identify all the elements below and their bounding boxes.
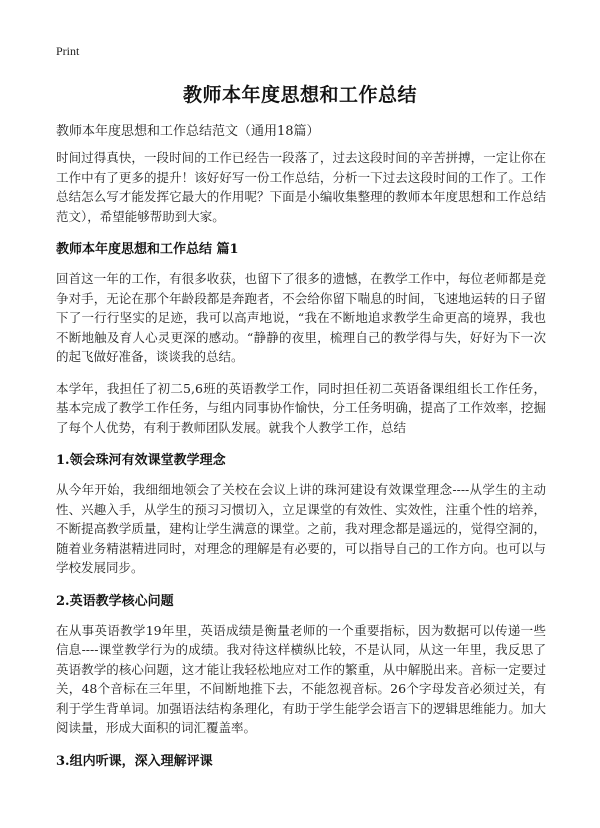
paragraph-review: 回首这一年的工作，有很多收获，也留下了很多的遗憾，在教学工作中，每位老师都是竞争对手，无论在那个年龄段都是奔跑者，不会给你留下喘息的时间，飞速地运转的日子留下了一行行坚实的足迹，我可以高声地说，“我在不断地追求教学生命更高的境界，我也不断地触及育人心灵更深的感动。“静静的夜里，梳理自己的教学得与失，好好为下一次的起飞做好准备，谈谈我的总结。	[56, 271, 546, 364]
print-link[interactable]: Print	[56, 44, 80, 58]
paragraph-duties: 本学年，我担任了初二5,6班的英语教学工作，同时担任初二英语备课组组长工作任务，基本完成了教学工作任务，与组内同事协作愉快，分工任务明确，提高了工作效率，挖掘了每个人优势，有利于教师团队发展。就我个人教学工作，总结	[56, 380, 546, 435]
intro-paragraph: 时间过得真快，一段时间的工作已经告一段落了，过去这段时间的辛苦拼搏，一定让你在工作中有了更多的提升！该好好写一份工作总结，分析一下过去这段时间的工作了。工作总结怎么写才能发挥它最大的作用呢？下面是小编收集整理的教师本年度思想和工作总结范文），希望能够帮助到大家。	[56, 150, 546, 224]
paragraph-concept: 从今年开始，我细细地领会了关校在会议上讲的珠河建设有效课堂理念----从学生的主动性、兴趣入手，从学生的预习习惯切入，立足课堂的有效性、实效性，注重个性的培养，不断提高教学质量，建构让学生满意的课堂。之前，我对理念都是遥远的，觉得空洞的，随着业务精湛精进同时，对理念的理解是有必要的，可以指导自己的工作方向。也可以与学校发展同步。	[56, 482, 546, 575]
section-heading-concept: 1.领会珠河有效课堂教学理念	[56, 453, 226, 468]
document-subtitle: 教师本年度思想和工作总结范文（通用18篇）	[56, 124, 320, 139]
paragraph-core-issues: 在从事英语教学19年里，英语成绩是衡量老师的一个重要指标，因为数据可以传递一些信息----课堂教学行为的成绩。我对待这样横纵比较，不是认同，从这一年里，我反思了英语教学的核心问题，这才能让我轻松地应对工作的繁重，从中解脱出来。音标一定要过关，48个音标在三年里，不间断地推下去，不能忽视音标。26个字母发音必须过关，有利于学生背单词。加强语法结构条理化，有助于学生能学会语言下的逻辑思维能力。加大阅读量，形成大面积的词汇覆盖率。	[56, 622, 546, 735]
section-heading-core-issues: 2.英语教学核心问题	[56, 593, 174, 609]
document-title: 教师本年度思想和工作总结	[182, 84, 417, 106]
section-heading-part1: 教师本年度思想和工作总结 篇1	[56, 242, 239, 257]
document-body	[56, 148, 546, 781]
section-heading-lesson-observation: 3.组内听课，深入理解评课	[56, 753, 213, 769]
